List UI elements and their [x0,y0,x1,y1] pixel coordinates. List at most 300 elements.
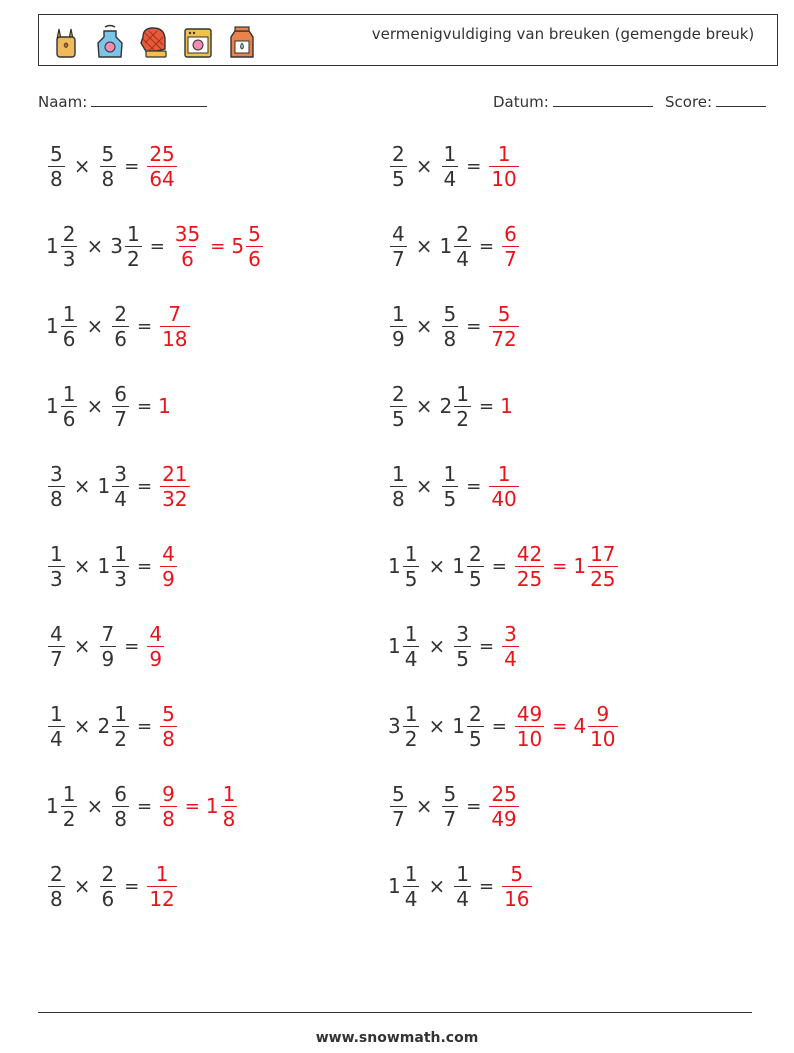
answer [145,622,166,671]
whole-number: 1 [46,234,59,258]
fraction [112,302,129,351]
operand-a [388,382,409,431]
fraction [112,462,129,511]
operand-b [110,782,131,831]
fraction [160,702,177,751]
numerator: 5 [50,141,63,166]
numerator: 42 [516,541,543,566]
denominator: 6 [248,246,261,271]
problem-item [388,294,521,358]
apron-icon [91,23,129,61]
denominator: 2 [62,806,76,831]
whole-number: 1 [452,714,465,738]
fraction [160,542,177,591]
answer-fraction [513,702,546,751]
denominator: 5 [392,166,405,191]
times-sign: × [86,394,104,418]
numerator: 25 [149,141,175,166]
denominator: 7 [392,246,405,271]
numerator: 2 [456,221,469,246]
denominator: 10 [491,166,517,191]
answer-fraction [158,462,191,511]
operand-a [388,782,409,831]
numerator: 1 [497,461,511,486]
problem-item [388,134,521,198]
fraction [160,302,189,351]
equals-sign: = [466,155,482,177]
equals-sign: = [149,235,165,257]
numerator: 1 [443,141,457,166]
operand-b [98,142,119,191]
denominator: 3 [114,566,127,591]
fraction [454,222,471,271]
fraction [390,782,407,831]
fraction [160,462,189,511]
numerator: 35 [174,221,201,246]
equals-sign: = [478,635,495,657]
name-field [38,92,207,111]
numerator: 5 [248,221,261,246]
numerator: 1 [126,221,140,246]
operand-b [98,702,131,751]
denominator: 3 [50,566,63,591]
operand-a [388,142,409,191]
fraction [61,222,78,271]
operand-a [46,222,79,271]
numerator: 7 [101,621,115,646]
numerator: 6 [504,221,517,246]
times-sign: × [428,714,446,738]
answer-equals-sign: = [210,235,226,257]
fraction [390,302,407,351]
numerator: 25 [491,781,517,806]
answer [158,394,171,418]
whole-number: 3 [110,234,123,258]
answer [513,702,620,751]
denominator: 6 [101,886,115,911]
answer [487,302,520,351]
denominator: 8 [443,326,457,351]
whole-number: 4 [573,714,587,738]
whole-number: 1 [97,474,111,498]
denominator: 8 [162,806,175,831]
answer [145,862,178,911]
numerator: 1 [404,621,418,646]
fraction [489,782,518,831]
equals-sign: = [466,475,482,497]
numerator: 2 [392,141,405,166]
times-sign: × [428,554,446,578]
operand-b [110,222,143,271]
worksheet-title: vermenigvuldiging van breuken (gemengde breuk) [371,25,755,43]
numerator: 2 [468,701,482,726]
numerator: 3 [504,621,517,646]
denominator: 2 [114,726,127,751]
denominator: 5 [443,486,457,511]
whole-number: 1 [439,234,453,258]
equals-sign: = [466,795,482,817]
fraction [147,622,164,671]
denominator: 6 [181,246,194,271]
answer [145,142,178,191]
problem-item [46,294,192,358]
numerator: 1 [62,301,76,326]
fraction [61,782,78,831]
numerator: 1 [392,301,405,326]
numerator: 1 [155,861,169,886]
denominator: 7 [504,246,517,271]
answer-mixed-number [206,782,239,831]
denominator: 3 [62,246,76,271]
denominator: 9 [101,646,115,671]
fraction [515,702,544,751]
denominator: 64 [149,166,175,191]
denominator: 2 [404,726,418,751]
answer-equals-sign: = [552,555,568,577]
numerator: 3 [50,461,63,486]
fraction [588,702,617,751]
answer-fraction [158,702,179,751]
numerator: 1 [62,381,76,406]
date-blank[interactable] [553,92,653,107]
operand-a [388,622,421,671]
whole-number: 1 [388,634,401,658]
numerator: 6 [114,781,127,806]
denominator: 25 [516,566,543,591]
numerator: 4 [149,621,163,646]
fraction [489,302,518,351]
numerator: 1 [456,381,469,406]
times-sign: × [415,154,433,178]
operand-b [440,462,461,511]
numerator: 4 [162,541,175,566]
denominator: 25 [590,566,616,591]
fraction [489,142,518,191]
fraction [454,622,471,671]
answer-fraction [158,302,191,351]
denominator: 4 [456,246,469,271]
times-sign: × [415,234,433,258]
numerator: 1 [62,781,76,806]
answer-fraction [145,142,178,191]
operand-b [98,622,119,671]
times-sign: × [73,554,91,578]
denominator: 8 [50,886,63,911]
whole-number: 1 [500,394,513,418]
denominator: 5 [468,566,482,591]
times-sign: × [73,634,91,658]
fraction [403,862,420,911]
fraction [442,142,459,191]
score-blank[interactable] [716,92,766,107]
operand-a [46,622,67,671]
numerator: 1 [443,461,457,486]
equals-sign: = [124,875,140,897]
fraction [48,702,65,751]
answer-fraction [158,782,179,831]
problem-item [388,214,521,278]
fraction [246,222,263,271]
problem-item [46,854,179,918]
denominator: 4 [404,886,418,911]
fraction [403,702,420,751]
denominator: 8 [50,486,63,511]
answer-mixed-number [573,542,619,591]
times-sign: × [415,314,433,338]
denominator: 2 [456,406,469,431]
answer-mixed-number [231,222,264,271]
denominator: 8 [114,806,127,831]
operand-b [440,782,461,831]
problem-item [388,694,620,758]
operand-a [388,862,421,911]
answer-equals-sign: = [552,715,568,737]
denominator: 40 [491,486,517,511]
times-sign: × [86,314,104,338]
operand-b [452,542,485,591]
score-field [665,92,766,111]
numerator: 5 [510,861,524,886]
operand-b [98,462,131,511]
numerator: 2 [62,221,76,246]
numerator: 1 [222,781,236,806]
denominator: 4 [443,166,457,191]
denominator: 10 [516,726,543,751]
denominator: 16 [504,886,530,911]
numerator: 1 [50,541,63,566]
operand-b [440,302,461,351]
times-sign: × [415,394,433,418]
fraction [390,382,407,431]
fraction [112,382,129,431]
denominator: 6 [114,326,127,351]
operand-b [440,222,473,271]
whole-number: 1 [388,554,401,578]
denominator: 7 [392,806,405,831]
times-sign: × [73,154,91,178]
operand-a [388,302,409,351]
numerator: 1 [497,141,511,166]
denominator: 4 [456,886,469,911]
denominator: 4 [114,486,127,511]
whole-number: 1 [158,394,171,418]
numerator: 5 [443,301,457,326]
equals-sign: = [136,795,153,817]
denominator: 8 [162,726,175,751]
denominator: 9 [162,566,175,591]
problem-item [388,614,521,678]
fraction [454,382,471,431]
answer-fraction [500,622,521,671]
answer [487,142,520,191]
times-sign: × [73,474,91,498]
denominator: 4 [504,646,517,671]
operand-a [46,462,67,511]
operand-a [46,862,67,911]
operand-a [388,702,421,751]
worksheet-header [38,14,778,66]
fraction [442,782,459,831]
operand-a [46,702,67,751]
fraction [100,862,117,911]
equals-sign: = [478,395,495,417]
problem-item [46,614,166,678]
fraction [502,222,519,271]
equals-sign: = [124,635,140,657]
numerator: 3 [456,621,469,646]
problem-item [46,534,179,598]
whole-number: 1 [388,874,401,898]
fraction [390,462,407,511]
numerator: 5 [101,141,115,166]
equals-sign: = [491,555,507,577]
numerator: 1 [404,861,418,886]
whole-number: 1 [46,794,59,818]
fraction [160,782,177,831]
problem-item [46,774,239,838]
milk-carton-icon [223,23,261,61]
name-label: Naam: [38,93,88,111]
times-sign: × [73,874,91,898]
operand-a [46,302,79,351]
fraction [61,382,78,431]
oven-icon [179,23,217,61]
times-sign: × [415,474,433,498]
times-sign: × [428,634,446,658]
answer [171,222,265,271]
denominator: 9 [392,326,405,351]
date-label: Datum: [493,93,549,111]
times-sign: × [415,794,433,818]
fraction [100,622,117,671]
numerator: 9 [596,701,610,726]
fraction [48,622,65,671]
numerator: 21 [162,461,188,486]
numerator: 1 [114,701,127,726]
fraction [403,542,420,591]
problem-item [388,534,620,598]
whole-number: 1 [46,394,59,418]
fraction [100,142,117,191]
problem-item [46,214,265,278]
date-field [493,92,653,111]
denominator: 9 [149,646,163,671]
equals-sign: = [478,235,495,257]
denominator: 32 [162,486,188,511]
whole-number: 1 [452,554,465,578]
operand-a [388,542,421,591]
denominator: 7 [114,406,127,431]
answer-fraction [158,542,179,591]
operand-b [98,542,131,591]
numerator: 5 [443,781,457,806]
denominator: 2 [126,246,140,271]
numerator: 1 [392,461,405,486]
whole-number: 1 [97,554,111,578]
operand-a [46,782,79,831]
fraction [48,862,65,911]
denominator: 72 [491,326,517,351]
problem-item [388,374,513,438]
equals-sign: = [136,475,153,497]
answer [158,462,191,511]
denominator: 5 [456,646,469,671]
answer [487,462,520,511]
whole-number: 3 [388,714,401,738]
denominator: 5 [404,566,418,591]
operand-b [98,862,119,911]
operand-b [452,622,473,671]
numerator: 49 [516,701,543,726]
numerator: 2 [50,861,63,886]
fraction [221,782,238,831]
operand-a [388,222,409,271]
name-blank[interactable] [91,92,207,107]
denominator: 10 [590,726,616,751]
whole-number: 1 [46,314,59,338]
whole-number: 1 [205,794,219,818]
answer [500,622,521,671]
problem-item [46,694,179,758]
answer-fraction [145,622,166,671]
denominator: 49 [491,806,517,831]
numerator: 9 [162,781,175,806]
problem-item [46,134,179,198]
answer-fraction [500,394,513,418]
answer [158,542,179,591]
answer-mixed-number [573,702,619,751]
numerator: 1 [456,861,469,886]
denominator: 7 [50,646,63,671]
fraction [112,782,129,831]
numerator: 2 [392,381,405,406]
fraction [112,542,129,591]
denominator: 5 [468,726,482,751]
answer [500,394,513,418]
fraction [147,142,176,191]
equals-sign: = [466,315,482,337]
whole-number: 1 [573,554,587,578]
whole-number: 2 [97,714,111,738]
score-label: Score: [665,93,713,111]
denominator: 6 [62,326,76,351]
numerator: 7 [168,301,182,326]
denominator: 5 [392,406,405,431]
footer-divider [38,1012,752,1013]
operand-b [440,382,473,431]
equals-sign: = [491,715,507,737]
operand-a [46,382,79,431]
numerator: 2 [114,301,127,326]
answer-fraction [171,222,204,271]
fraction [61,302,78,351]
fraction [588,542,617,591]
numerator: 1 [404,541,418,566]
times-sign: × [73,714,91,738]
equals-sign: = [124,155,140,177]
problem-item [46,374,171,438]
answer [487,782,520,831]
numerator: 5 [162,701,175,726]
whole-number: 5 [231,234,245,258]
fraction [390,222,407,271]
numerator: 17 [590,541,616,566]
answer-fraction [487,302,520,351]
oven-glove-icon [135,23,173,61]
answer-fraction [487,782,520,831]
answer-equals-sign: = [184,795,200,817]
denominator: 6 [62,406,76,431]
